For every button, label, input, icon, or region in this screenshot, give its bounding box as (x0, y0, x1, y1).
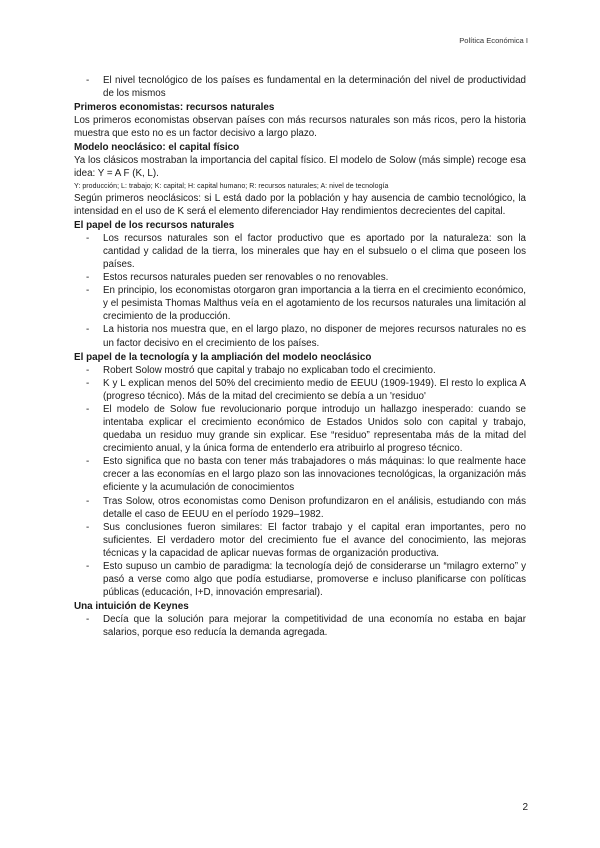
list-item: - El modelo de Solow fue revolucionario porque introdujo un hallazgo inesperado: cuando se intentaba explicar el crecimiento económico de Estados Unidos solo con capital y trabajo, quedaba un residuo muy grande sin explicar. Ese “residuo” representaba más de la mitad del crecimiento anual, y la única forma de entenderlo era atribuirlo al progreso técnico. (74, 403, 526, 455)
section-heading-capital-fisico: Modelo neoclásico: el capital físico (74, 142, 240, 154)
section-heading-tecnologia: El papel de la tecnología y la ampliación del modelo neoclásico (74, 351, 372, 363)
list-item: - El nivel tecnológico de los países es fundamental en la determinación del nivel de productividad de los mismos (74, 74, 526, 100)
list-item: - Sus conclusiones fueron similares: El factor trabajo y el capital eran importantes, pero no suficientes. El verdadero motor del crecimiento fue el avance del conocimiento, las mejoras técnicas y la capacidad de aplicar nuevas formas de organización productiva. (74, 521, 526, 560)
paragraph: Ya los clásicos mostraban la importancia del capital físico. El modelo de Solow (más simple) recoge esa idea: Y = A F (K, L). (74, 155, 526, 180)
list-item: - Los recursos naturales son el factor productivo que es aportado por la naturaleza: son la cantidad y calidad de la tierra, los minerales que hay en el subsuelo o el clima que poseen los países. (74, 232, 526, 271)
document-body (74, 74, 526, 639)
list-item: - En principio, los economistas otorgaron gran importancia a la tierra en el crecimiento económico, y el pesimista Thomas Malthus veía en el agotamiento de los recursos naturales una limitación al crecimiento de la producción. (74, 284, 526, 323)
section-heading-papel-recursos: El papel de los recursos naturales (74, 219, 235, 231)
list-item: - Esto supuso un cambio de paradigma: la tecnología dejó de considerarse un “milagro externo” y pasó a verse como algo que podía estudiarse, promoverse e incluso planificarse con políticas públicas (educación, I+D, innovación empresarial). (74, 560, 526, 599)
intro-list (74, 74, 526, 100)
page-number: 2 (522, 802, 528, 813)
paragraph: Los primeros economistas observan países con más recursos naturales son más ricos, pero la historia muestra que esto no es un factor decisivo a largo plazo. (74, 115, 526, 140)
list-item: - K y L explican menos del 50% del crecimiento medio de EEUU (1909-1949). El resto lo explica A (progreso técnico). Más de la mitad del crecimiento se debía a un 'residuo' (74, 377, 526, 403)
list-item: - Decía que la solución para mejorar la competitividad de una economía no estaba en bajar salarios, porque eso reducía la demanda agregada. (74, 613, 526, 639)
keynes-list (74, 613, 526, 639)
section-heading-keynes: Una intuición de Keynes (74, 601, 189, 613)
page-header: Política Económica I (459, 36, 528, 45)
variables-legend: Y: producción; L: trabajo; K: capital; H: capital humano; R: recursos naturales; A: nivel de tecnología (74, 182, 389, 190)
recursos-list (74, 232, 526, 350)
list-item: - Tras Solow, otros economistas como Denison profundizaron en el análisis, estudiando con más detalle el caso de EEUU en el período 1929–1982. (74, 495, 526, 521)
list-item: - La historia nos muestra que, en el largo plazo, no disponer de mejores recursos naturales no es un factor decisivo en el crecimiento de los países. (74, 323, 526, 349)
tecnologia-list (74, 364, 526, 600)
section-heading-recursos: Primeros economistas: recursos naturales (74, 102, 275, 114)
paragraph: Según primeros neoclásicos: si L está dado por la población y hay ausencia de cambio tecnológico, la intensidad en el uso de K será el elemento diferenciador Hay rendimientos decrecientes del capital. (74, 192, 526, 217)
list-item: - Estos recursos naturales pueden ser renovables o no renovables. (74, 271, 526, 284)
list-item: - Esto significa que no basta con tener más trabajadores o más máquinas: lo que realmente hace crecer a las economías en el largo plazo son las innovaciones tecnológicas, la organización más eficiente y la acumulación de conocimientos (74, 455, 526, 494)
list-item: - Robert Solow mostró que capital y trabajo no explicaban todo el crecimiento. (74, 364, 526, 377)
